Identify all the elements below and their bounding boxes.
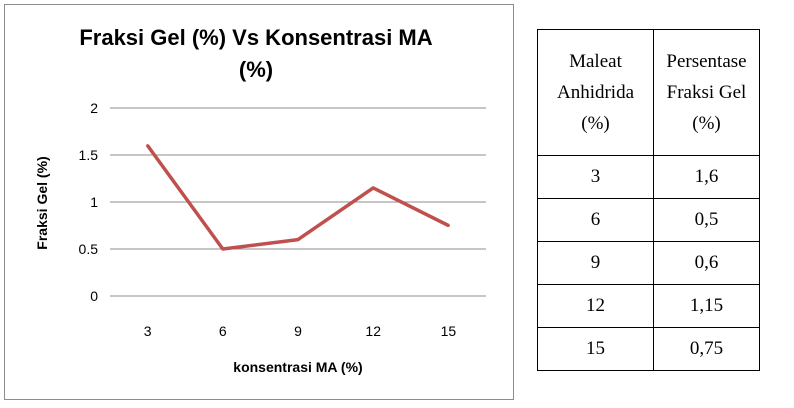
header-col2-line1: Persentase (666, 51, 747, 72)
data-point (297, 238, 300, 241)
data-point (447, 224, 450, 227)
header-col1-line1: Maleat (569, 51, 622, 72)
series-layer (146, 144, 450, 250)
chart-title-line2: (%) (238, 57, 274, 82)
y-tick-label: 2 (90, 100, 98, 116)
x-tick-label: 6 (218, 323, 227, 339)
table-cell-fraksi: 1,15 (654, 285, 760, 328)
x-axis-title: konsentrasi MA (%) (233, 359, 363, 375)
table-cell-ma: 9 (538, 242, 654, 285)
header-persentase-fraksi-gel (654, 30, 760, 156)
header-col1-line2: Anhidrida (556, 82, 635, 103)
x-tick-label: 15 (440, 323, 457, 339)
data-point (372, 186, 375, 189)
gridlines (110, 108, 486, 296)
table-cell-fraksi: 0,6 (654, 242, 760, 285)
y-axis-title: Fraksi Gel (%) (34, 156, 50, 250)
y-tick-label: 0.5 (78, 241, 98, 257)
chart-title-line1: Fraksi Gel (%) Vs Konsentrasi MA (79, 25, 433, 50)
x-tick-label: 12 (365, 323, 381, 339)
table-row (538, 285, 760, 328)
data-point (221, 248, 224, 251)
x-axis-ticks (144, 323, 457, 339)
header-col1-line3: (%) (581, 113, 610, 134)
y-tick-label: 1.5 (78, 147, 98, 163)
table-cell-ma: 12 (538, 285, 654, 328)
data-point (146, 144, 149, 147)
table-row (538, 328, 760, 371)
x-tick-label: 3 (143, 323, 152, 339)
series-line (148, 146, 449, 249)
y-axis-ticks (79, 100, 99, 304)
x-tick-label: 9 (294, 323, 302, 339)
table-header-row (538, 30, 760, 156)
table-cell-ma: 3 (538, 156, 654, 199)
header-col2-line2: Fraksi Gel (666, 82, 747, 103)
table-cell-ma: 15 (538, 328, 654, 371)
table-cell-ma: 6 (538, 199, 654, 242)
y-tick-label: 1 (90, 194, 98, 210)
header-maleat-anhidrida (538, 30, 654, 156)
header-col2-line3: (%) (692, 113, 721, 134)
table-cell-fraksi: 0,5 (654, 199, 760, 242)
table-row (538, 156, 760, 199)
table-row (538, 199, 760, 242)
table-row (538, 242, 760, 285)
y-tick-label: 0 (90, 288, 98, 304)
table-cell-fraksi: 0,75 (654, 328, 760, 371)
data-table (537, 29, 760, 371)
table-cell-fraksi: 1,6 (654, 156, 760, 199)
